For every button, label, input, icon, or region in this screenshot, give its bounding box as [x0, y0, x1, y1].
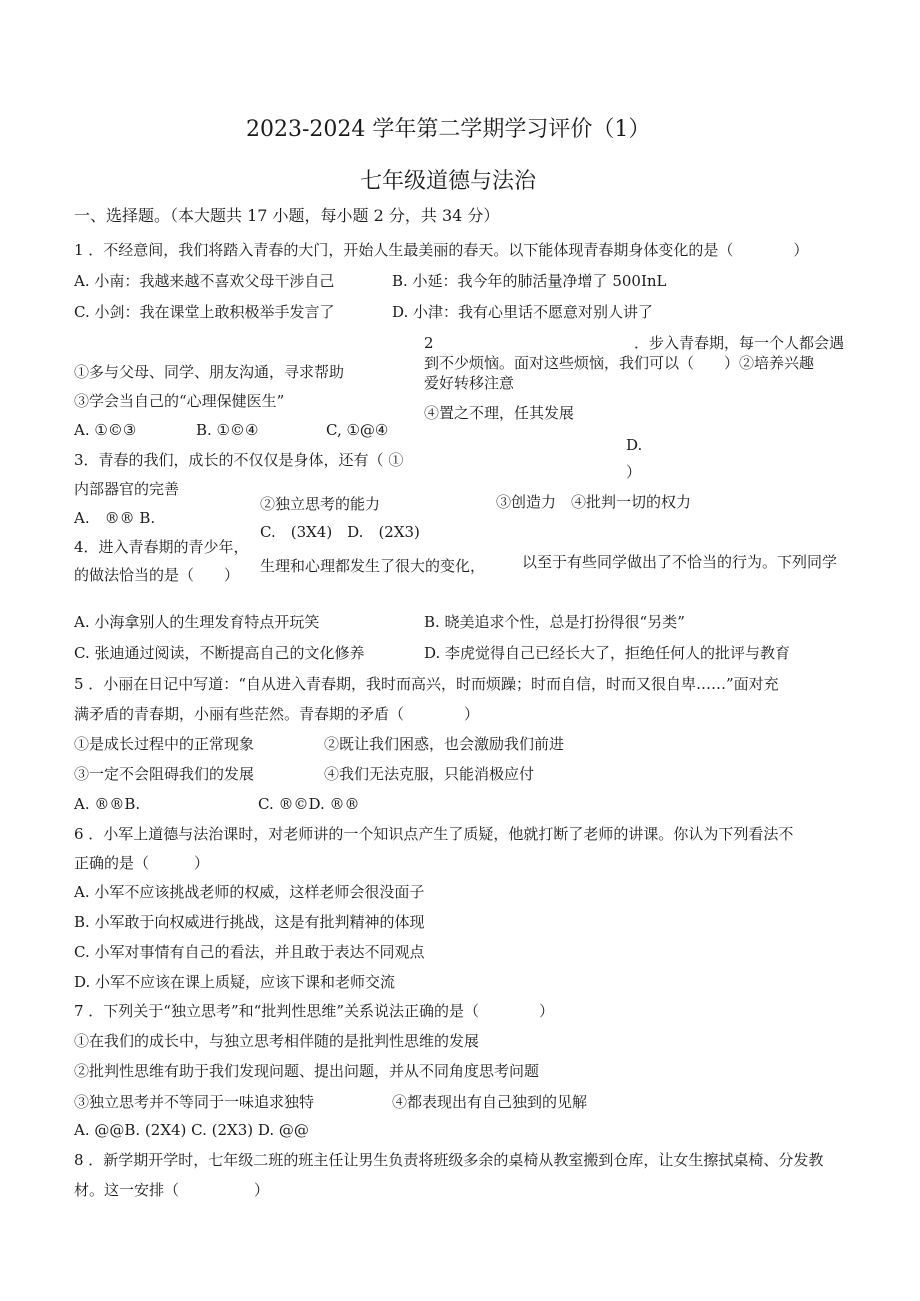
q2-answer-c: C, ①@④ — [326, 421, 389, 439]
q5-stem-line2: 满矛盾的青春期，小丽有些茫然。青春期的矛盾（ ） — [74, 705, 480, 723]
q1-option-d: D. 小津：我有心里话不愿意对别人讲了 — [392, 303, 654, 321]
q2-statement-4: ④置之不理，任其发展 — [424, 404, 575, 422]
q2-answer-b: B. ①©④ — [196, 421, 259, 439]
q4-stem-part3: 以至于有些同学做出了不恰当的行为。下列同学 — [522, 553, 838, 571]
q3-statement-1: 内部器官的完善 — [74, 480, 180, 498]
q5-statement-4: ④我们无法克服，只能消极应付 — [324, 765, 535, 783]
q4-option-c: C. 张迪通过阅读，不断提高自己的文化修养 — [74, 644, 365, 662]
q3-answer-c-d: C. (3X4) D. (2X3) — [260, 523, 420, 541]
q7-answers: A. @@B. (2X4) C. (2X3) D. @@ — [74, 1121, 309, 1139]
q2-stem-line2: 到不少烦恼。面对这些烦恼，我们可以（ ）②培养兴趣 — [424, 354, 815, 372]
q6-option-d: D. 小军不应该在课上质疑，应该下课和老师交流 — [74, 973, 396, 991]
q6-option-c: C. 小军对事情有自己的看法，并且敢于表达不同观点 — [74, 943, 425, 961]
q5-stem-line1: 5 ．小丽在日记中写道：“自从进入青春期，我时而高兴，时而烦躁；时而自信，时而又很自卑……”面对充 — [74, 675, 779, 693]
q2-stem-line3: 爱好转移注意 — [424, 374, 515, 392]
section-heading: 一、选择题。（本大题共 17 小题，每小题 2 分，共 34 分） — [74, 206, 500, 225]
q7-statement-3: ③独立思考并不等同于一味追求独特 — [74, 1093, 315, 1111]
q3-statement-2: ②独立思考的能力 — [260, 495, 381, 513]
exam-title: 2023-2024 学年第二学期学习评价（1） — [246, 117, 651, 142]
q4-option-b: B. 晓美追求个性，总是打扮得很“另类” — [424, 613, 685, 631]
q5-answer-a-b: A. ®®B. — [74, 795, 141, 813]
q3-stem: 3．青春的我们，成长的不仅仅是身体，还有（ ① — [74, 451, 404, 469]
q6-stem-line2: 正确的是（ ） — [74, 854, 210, 872]
q1-option-a: A. 小南：我越来越不喜欢父母干涉自己 — [74, 272, 335, 290]
q6-stem-line1: 6 ．小军上道德与法治课时，对老师讲的一个知识点产生了质疑，他就打断了老师的讲课。你认为下列看法不 — [74, 825, 794, 843]
q5-statement-1: ①是成长过程中的正常现象 — [74, 735, 255, 753]
q6-option-a: A. 小军不应该挑战老师的权威，这样老师会很没面子 — [74, 883, 425, 901]
exam-subtitle: 七年级道德与法治 — [360, 169, 537, 194]
q4-stem-part2: 生理和心理都发生了很大的变化， — [260, 557, 486, 575]
q4-stem-part1: 4．进入青春期的青少年， — [74, 538, 249, 556]
q2-statement-3: ③学会当自己的“心理保健医生” — [74, 392, 285, 410]
q3-answer-a-b: A. ®® B. — [74, 509, 156, 527]
q3-closing-paren: ） — [626, 463, 642, 481]
q2-answer-d: D. — [626, 436, 643, 454]
q2-answer-a: A. ①©③ — [74, 421, 137, 439]
q4-stem-part4: 的做法恰当的是（ ） — [74, 566, 240, 584]
q7-stem: 7 ．下列关于“独立思考”和“批判性思维”关系说法正确的是（ ） — [74, 1002, 554, 1020]
q5-answer-c-d: C. ®©D. ®® — [258, 795, 360, 813]
q7-statement-1: ①在我们的成长中，与独立思考相伴随的是批判性思维的发展 — [74, 1032, 480, 1050]
q3-statement-3-4: ③创造力 ④批判一切的权力 — [496, 493, 692, 511]
q4-option-d: D. 李虎觉得自己已经长大了，拒绝任何人的批评与教育 — [424, 644, 791, 662]
q1-option-c: C. 小剑：我在课堂上敢积极举手发言了 — [74, 303, 335, 321]
q8-stem-line2: 材。这一安排（ ） — [74, 1181, 270, 1199]
q2-number: 2 — [424, 334, 434, 352]
q7-statement-4: ④都表现出有自己独到的见解 — [392, 1093, 588, 1111]
q5-statement-3: ③一定不会阻碍我们的发展 — [74, 765, 255, 783]
q2-statement-1: ①多与父母、同学、朋友沟通，寻求帮助 — [74, 363, 345, 381]
q8-stem-line1: 8 ．新学期开学时，七年级二班的班主任让男生负责将班级多余的桌椅从教室搬到仓库，让女生擦拭桌椅、分发教 — [74, 1151, 824, 1169]
q6-option-b: B. 小军敢于向权威进行挑战，这是有批判精神的体现 — [74, 913, 425, 931]
q7-statement-2: ②批判性思维有助于我们发现问题、提出问题，并从不同角度思考问题 — [74, 1062, 540, 1080]
q2-stem-line1: ．步入青春期，每一个人都会遇 — [634, 334, 845, 352]
q1-stem: 1 ．不经意间，我们将踏入青春的大门，开始人生最美丽的春天。以下能体现青春期身体变化的是（ ） — [74, 241, 809, 259]
q1-option-b: B. 小延：我今年的肺活量净增了 500InL — [392, 272, 667, 290]
q5-statement-2: ②既让我们困惑，也会激励我们前进 — [324, 735, 565, 753]
q4-option-a: A. 小海拿别人的生理发育特点开玩笑 — [74, 613, 320, 631]
